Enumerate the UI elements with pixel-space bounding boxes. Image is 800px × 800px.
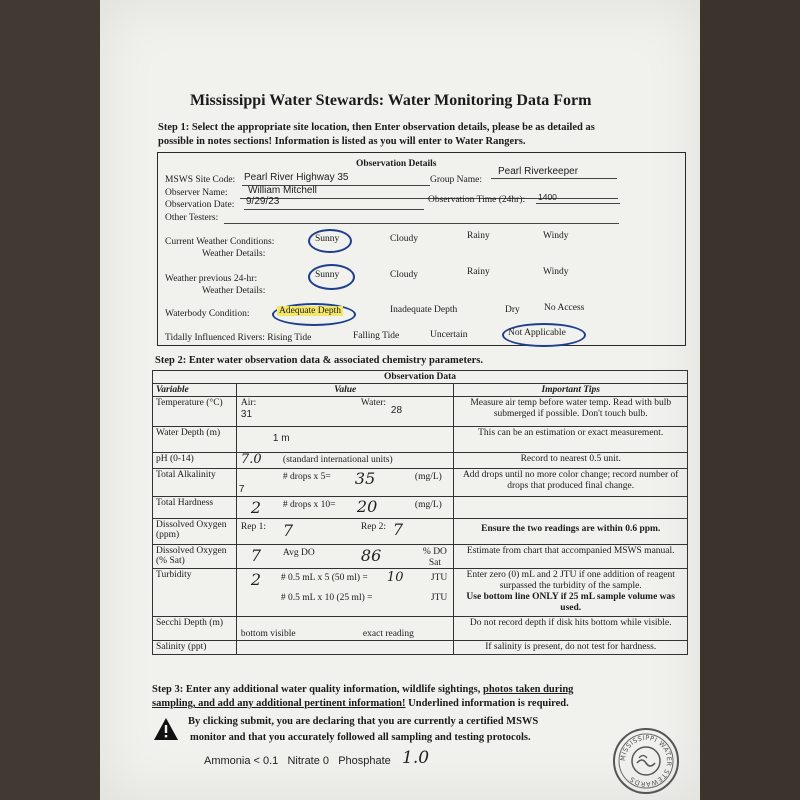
table-row (153, 617, 688, 641)
step2-heading: Step 2: Enter water observation data & associated chemistry parameters. (155, 355, 483, 366)
background-right (700, 0, 800, 800)
step3-line2 (152, 698, 569, 709)
do-sat-value[interactable]: 7 (250, 546, 262, 565)
do-ppm-label: Dissolved Oxygen (ppm) (153, 519, 237, 545)
previous-weather-cloudy[interactable]: Cloudy (390, 270, 418, 280)
observation-date-value[interactable]: 9/29/23 (246, 196, 280, 207)
waterbody-adequate-depth[interactable] (277, 306, 343, 316)
hardness-drops-value[interactable]: 2 (250, 498, 262, 517)
do-sat-unit: % DO Sat (422, 547, 447, 568)
table-header-row (153, 384, 688, 397)
tidal-not-applicable[interactable]: Not Applicable (508, 328, 566, 338)
previous-weather-details-label: Weather Details: (202, 286, 266, 296)
seal-icon (617, 732, 675, 790)
turbidity-tip-cell (454, 569, 688, 617)
alkalinity-unit: (mg/L) (414, 472, 442, 482)
rep2-value[interactable]: 7 (392, 520, 404, 539)
water-temp-value[interactable]: 28 (390, 405, 403, 416)
turbidity-line2-label: # 0.5 mL x 10 (25 ml) = (280, 593, 373, 603)
previous-weather-label: Weather previous 24-hr: (165, 274, 258, 284)
alkalinity-label: Total Alkalinity (153, 469, 237, 497)
do-ppm-tip: Ensure the two readings are within 0.6 ppm. (454, 519, 688, 545)
water-depth-tip: This can be an estimation or exact measurement. (454, 427, 688, 453)
secchi-bottom-visible[interactable]: bottom visible (240, 629, 296, 639)
turbidity-tip: Enter zero (0) mL and 2 JTU if one addition of reagent surpassed the turbidity of the sample. (466, 570, 675, 591)
group-name-line (491, 178, 617, 179)
site-code-value[interactable]: Pearl River Highway 35 (244, 172, 349, 183)
temperature-label: Temperature (°C) (153, 397, 237, 427)
turbidity-unit-1: JTU (430, 573, 448, 583)
data-form-sheet (100, 0, 700, 800)
do-sat-label: Dissolved Oxygen (% Sat) (153, 545, 237, 569)
observation-date-line (244, 209, 424, 210)
current-weather-label: Current Weather Conditions: (165, 237, 275, 247)
waterbody-no-access[interactable]: No Access (544, 303, 585, 313)
msws-seal-logo (613, 728, 679, 794)
certification-warning-2: monitor and that you accurately followed all sampling and testing protocols. (190, 732, 531, 743)
current-weather-windy[interactable]: Windy (543, 231, 569, 241)
turbidity-unit-2: JTU (430, 593, 448, 603)
hardness-result[interactable]: 20 (356, 497, 378, 516)
air-temp-value[interactable]: 31 (240, 409, 253, 420)
hardness-label: Total Hardness (153, 497, 237, 519)
secchi-label: Secchi Depth (m) (153, 617, 237, 641)
previous-weather-windy[interactable]: Windy (543, 267, 569, 277)
alkalinity-drops-value[interactable]: 7 (238, 484, 245, 495)
step1-instructions-2: possible in notes sections! Information is listed as you will enter to Water Rangers. (158, 136, 526, 147)
step3-line2-text: Underlined information is required. (405, 698, 569, 709)
step1-instructions-1: Step 1: Select the appropriate site location, then Enter observation details, please be as detailed as (158, 122, 595, 133)
air-label: Air: (240, 398, 257, 408)
observer-name-label: Observer Name: (165, 188, 228, 198)
observation-data-table (152, 370, 688, 655)
ph-label: pH (0-14) (153, 453, 237, 469)
observer-name-value[interactable]: William Mitchell (248, 185, 317, 196)
turbidity-line1-result[interactable]: 10 (386, 570, 404, 585)
table-row (153, 497, 688, 519)
do-sat-cell (236, 545, 454, 569)
turbidity-label: Turbidity (153, 569, 237, 617)
current-weather-cloudy[interactable]: Cloudy (390, 234, 418, 244)
other-testers-line (224, 223, 619, 224)
rep1-label: Rep 1: (240, 522, 266, 532)
table-row (153, 453, 688, 469)
observation-time-label: Observation Time (24hr): (428, 195, 526, 205)
current-weather-rainy[interactable]: Rainy (467, 231, 490, 241)
secchi-cell (236, 617, 454, 641)
observation-time-line (536, 203, 620, 204)
secchi-exact-reading[interactable]: exact reading (362, 629, 414, 639)
salinity-cell[interactable] (236, 641, 454, 655)
certification-warning-1: By clicking submit, you are declaring that you are currently a certified MSWS (188, 716, 539, 727)
table-row (153, 545, 688, 569)
hardness-cell (236, 497, 454, 519)
group-name-label: Group Name: (430, 175, 482, 185)
seal-text: MISSISSIPPI WATER STEWARDS (618, 733, 674, 789)
previous-weather-rainy[interactable]: Rainy (467, 267, 490, 277)
temperature-values (236, 397, 454, 427)
rep1-value[interactable]: 7 (282, 521, 294, 540)
do-ppm-cell (236, 519, 454, 545)
temperature-tip: Measure air temp before water temp. Read with bulb submerged if possible. Don't touch bulb. (454, 397, 688, 427)
waterbody-adequate-depth-highlight: Adequate Depth (279, 306, 341, 316)
turbidity-cell (236, 569, 454, 617)
waterbody-dry[interactable]: Dry (505, 305, 520, 315)
table-title-row (153, 371, 688, 384)
salinity-label: Salinity (ppt) (153, 641, 237, 655)
do-sat-tip: Estimate from chart that accompanied MSWS manual. (454, 545, 688, 569)
step3-line1-underlined: photos taken during (482, 684, 574, 695)
ph-note: (standard international units) (282, 455, 393, 465)
ph-tip: Record to nearest 0.5 unit. (454, 453, 688, 469)
hardness-drops-label: # drops x 10= (282, 500, 336, 510)
secchi-tip: Do not record depth if disk hits bottom while visible. (454, 617, 688, 641)
alkalinity-cell (236, 469, 454, 497)
observation-time-value[interactable]: 1400 (538, 192, 557, 202)
do-sat-result[interactable]: 86 (360, 546, 382, 565)
table-row (153, 641, 688, 655)
alkalinity-tip: Add drops until no more color change; record number of drops that produced final change. (454, 469, 688, 497)
previous-weather-sunny[interactable]: Sunny (315, 270, 340, 280)
water-depth-label: Water Depth (m) (153, 427, 237, 453)
step3-line2-underlined: sampling, and add any additional pertinent information! (152, 698, 406, 709)
other-testers-label: Other Testers: (165, 213, 219, 223)
current-weather-details-label: Weather Details: (202, 249, 266, 259)
hardness-unit: (mg/L) (414, 500, 442, 510)
table-row (153, 569, 688, 617)
table-row (153, 519, 688, 545)
warning-icon (153, 717, 179, 741)
background-left (0, 0, 100, 800)
observation-details-box (157, 152, 686, 346)
table-row (153, 397, 688, 427)
form-title: Mississippi Water Stewards: Water Monitoring Data Form (190, 92, 592, 109)
avg-do-label: Avg DO (282, 548, 315, 558)
table-row (153, 427, 688, 453)
tidal-uncertain[interactable]: Uncertain (430, 330, 468, 340)
water-depth-cell (236, 427, 454, 453)
step3-line1-text: Step 3: Enter any additional water quality information, wildlife sightings, (152, 684, 483, 695)
hardness-tip (454, 497, 688, 519)
turbidity-line1-label: # 0.5 mL x 5 (50 ml) = (280, 573, 368, 583)
turbidity-value[interactable]: 2 (250, 570, 262, 589)
salinity-tip: If salinity is present, do not test for hardness. (454, 641, 688, 655)
ph-cell (236, 453, 454, 469)
water-depth-value[interactable]: 1 m (272, 433, 290, 444)
turbidity-tip-bold: Use bottom line ONLY if 25 mL sample volume was used. (466, 592, 675, 613)
alkalinity-result[interactable]: 35 (354, 469, 376, 488)
col-tips: Important Tips (454, 384, 688, 397)
col-value: Value (236, 384, 454, 397)
site-code-label: MSWS Site Code: (165, 175, 236, 185)
observation-date-label: Observation Date: (165, 200, 235, 210)
phosphate-value[interactable]: 1.0 (402, 748, 430, 768)
alkalinity-drops-label: # drops x 5= (282, 472, 331, 482)
ph-value[interactable]: 7.0 (240, 452, 262, 467)
rep2-label: Rep 2: (360, 522, 386, 532)
waterbody-condition-label: Waterbody Condition: (165, 309, 250, 319)
tidal-rivers-label: Tidally Influenced Rivers: Rising Tide (165, 333, 312, 343)
table-row (153, 469, 688, 497)
col-variable: Variable (153, 384, 237, 397)
observation-details-heading: Observation Details (356, 159, 437, 169)
table-title: Observation Data (153, 371, 688, 384)
water-label: Water: (360, 398, 387, 408)
step3-line1 (152, 684, 573, 695)
current-weather-sunny[interactable]: Sunny (315, 234, 340, 244)
waterbody-inadequate-depth[interactable]: Inadequate Depth (390, 305, 458, 315)
additional-notes[interactable]: Ammonia < 0.1 Nitrate 0 Phosphate (204, 755, 391, 767)
tidal-falling-tide[interactable]: Falling Tide (353, 331, 400, 341)
group-name-value[interactable]: Pearl Riverkeeper (498, 166, 579, 177)
